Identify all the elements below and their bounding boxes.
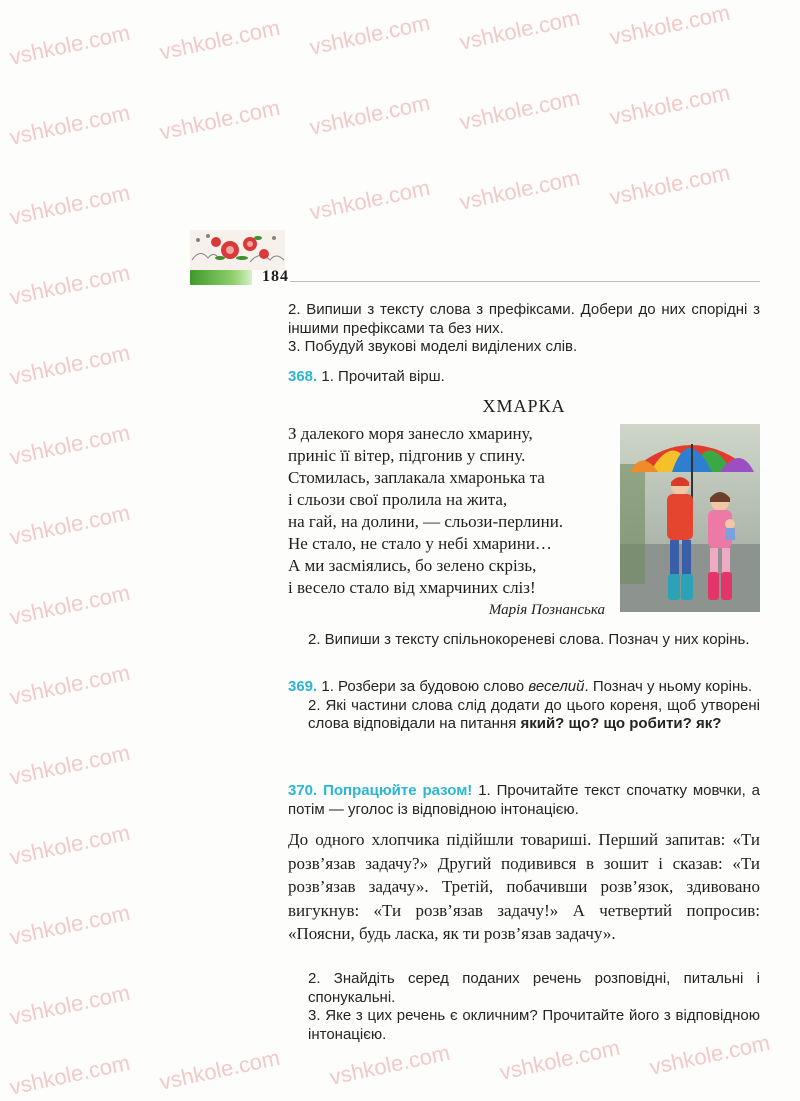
floral-ornament-icon [190, 230, 285, 270]
page-number: 184 [262, 268, 289, 285]
poem-author: Марія Познанська [488, 602, 605, 618]
task-367-item-2: 2. Випиши з тексту слова з префіксами. Добери до них спорідні з іншими префіксами та без них. [288, 301, 760, 337]
watermark: vshkole.com [157, 94, 283, 145]
watermark: vshkole.com [7, 419, 133, 470]
poem [288, 423, 618, 599]
poem-line: Стомилась, заплакала хмаронька та [288, 468, 545, 487]
watermark: vshkole.com [7, 499, 133, 550]
task-367-item-3: 3. Побудуй звукові моделі виділених слів. [288, 338, 578, 355]
watermark: vshkole.com [457, 164, 583, 215]
watermark: vshkole.com [7, 19, 133, 70]
exercise-370-header [288, 782, 760, 819]
exercise-369-word: веселий [528, 678, 585, 695]
task-367-continued [288, 301, 760, 357]
poem-line: приніс її вітер, підгонив у спину. [288, 446, 526, 465]
exercise-370-number: 370. Попрацюйте разом! [288, 782, 473, 799]
exercise-370-tasks [288, 970, 760, 1044]
watermark: vshkole.com [7, 1049, 133, 1100]
watermark: vshkole.com [497, 1034, 623, 1085]
exercise-370-story: До одного хлопчика підійшли товариші. Перший запитав: «Ти розв’язав задачу?» Другий подивився в зошит і сказав: «Ти розв’язав задачу». Третій, побачивши розв’язок, здивовано вигукнув: «Ти розв’язав задачу!» А четвертий попросив: «Поясни, будь ласка, як ти розв’язав задачу». [288, 830, 760, 943]
watermark: vshkole.com [7, 819, 133, 870]
exercise-369-number: 369. [288, 678, 318, 695]
exercise-369-item-1-tail: . Познач у ньому корінь. [584, 678, 753, 695]
exercise-368-instruction: 1. Прочитай вірш. [321, 368, 445, 385]
watermark: vshkole.com [607, 79, 733, 130]
exercise-370-item-3: 3. Яке з цих речень є окличним? Прочитайте його з відповідною інтонацією. [308, 1007, 760, 1043]
watermark: vshkole.com [157, 14, 283, 65]
exercise-369-questions: який? що? що робити? як? [520, 715, 722, 732]
watermark: vshkole.com [7, 739, 133, 790]
watermark: vshkole.com [607, 159, 733, 210]
watermark: vshkole.com [7, 659, 133, 710]
exercise-369-item-2-text: 2. Які частини слова слід додати до цього кореня, щоб утворені слова відповідали на питання [308, 696, 760, 732]
watermark: vshkole.com [307, 89, 433, 140]
exercise-370-item-2: 2. Знайдіть серед поданих речень розповідні, питальні і спонукальні. [308, 970, 760, 1006]
watermark: vshkole.com [327, 1039, 453, 1090]
header-green-bar [190, 270, 252, 285]
exercise-368-item-2 [288, 631, 760, 650]
poem-line: і сльози свої пролила на жита, [288, 490, 508, 509]
watermark: vshkole.com [7, 979, 133, 1030]
header-divider [290, 281, 760, 282]
poem-line: З далекого моря занесло хмарину, [288, 424, 533, 443]
exercise-369-item-1-text: 1. Розбери за будовою слово [321, 678, 529, 695]
exercise-368-item-2-text: 2. Випиши з тексту спільнокореневі слова. Познач у них корінь. [308, 631, 750, 648]
watermark: vshkole.com [607, 0, 733, 50]
exercise-368-header [288, 368, 760, 387]
watermark: vshkole.com [7, 259, 133, 310]
watermark: vshkole.com [7, 899, 133, 950]
watermark: vshkole.com [7, 99, 133, 150]
watermark: vshkole.com [647, 1029, 773, 1080]
poem-title: ХМАРКА [482, 396, 566, 416]
watermark: vshkole.com [7, 339, 133, 390]
watermark: vshkole.com [307, 9, 433, 60]
watermark: vshkole.com [7, 579, 133, 630]
watermark: vshkole.com [157, 1044, 283, 1095]
exercise-369 [288, 678, 760, 734]
exercise-370-item-1: 1. Прочитайте текст спочатку мовчки, а потім — уголос із відповідною інтонацією. [288, 782, 760, 818]
poem-line: і весело стало від хмарчиних сліз! [288, 578, 536, 597]
exercise-369-item-2 [288, 697, 760, 734]
poem-line: Не стало, не стало у небі хмарини… [288, 534, 552, 553]
poem-line: на гай, на долини, — сльози-перлини. [288, 512, 564, 531]
exercise-368-number: 368. [288, 368, 318, 385]
watermark: vshkole.com [7, 179, 133, 230]
children-umbrella-photo [620, 424, 760, 612]
watermark: vshkole.com [457, 84, 583, 135]
poem-line: А ми засміялись, бо зелено скрізь, [288, 556, 537, 575]
watermark: vshkole.com [457, 4, 583, 55]
watermark: vshkole.com [307, 174, 433, 225]
